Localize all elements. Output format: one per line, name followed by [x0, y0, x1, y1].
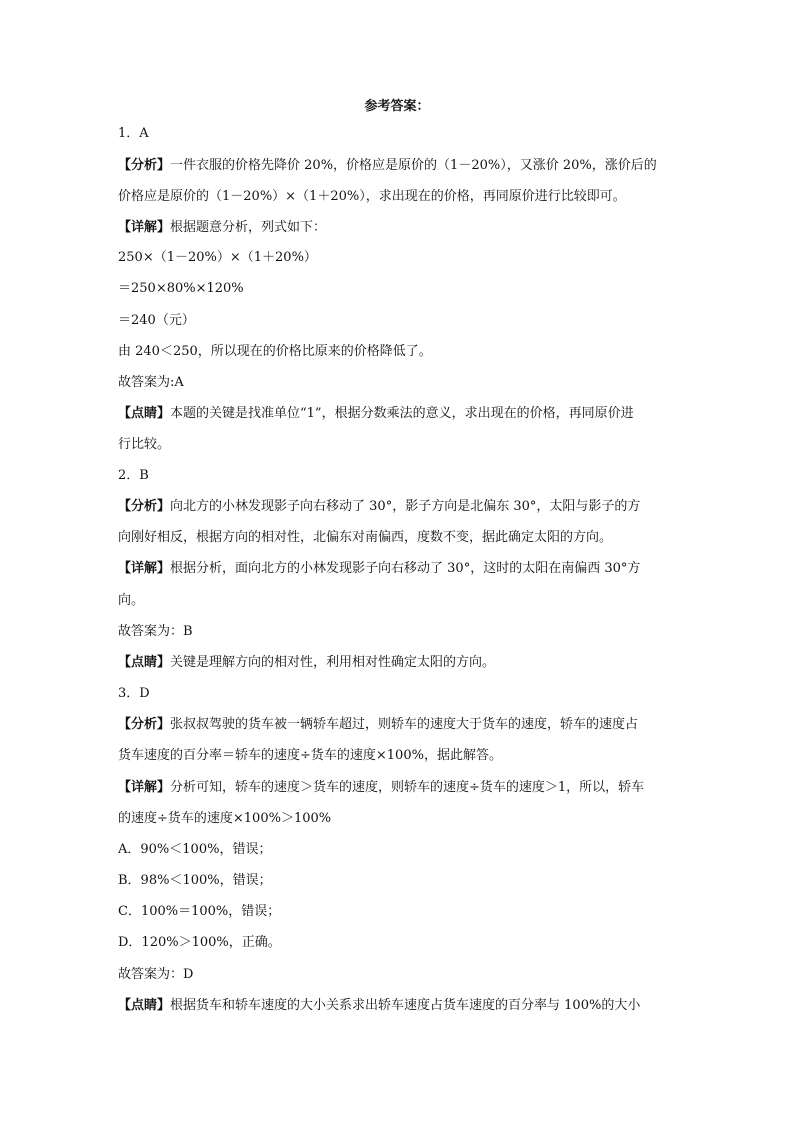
line-text: 2．B: [118, 468, 149, 483]
answer-number-2: [118, 467, 680, 485]
analysis-line: [118, 716, 680, 734]
equation-line: [118, 312, 680, 330]
answer-number-3: [118, 685, 680, 703]
line-tag: 【详解】: [118, 220, 171, 235]
line-text: 价格应是原价的（1－20%）×（1＋20%），求出现在的价格，再同原价进行比较即可。: [118, 189, 626, 204]
line-text: ＝240（元）: [118, 313, 195, 328]
line-tag: 【点睛】: [118, 655, 171, 670]
line-text: 向刚好相反，根据方向的相对性，北偏东对南偏西，度数不变，据此确定太阳的方向。: [118, 530, 613, 545]
analysis-line: [118, 157, 680, 175]
comment-line: [118, 997, 680, 1015]
detail-line: [118, 560, 680, 578]
line-text: 根据货车和轿车速度的大小关系求出轿车速度占货车速度的百分率与 100%的大小: [170, 998, 641, 1013]
line-text: 250×（1－20%）×（1＋20%）: [118, 250, 317, 265]
option-line: [118, 903, 680, 921]
equation-line: [118, 249, 680, 267]
comment-line: [118, 654, 680, 672]
answer-line: [118, 374, 680, 392]
line-tag: 【分析】: [118, 499, 171, 514]
line-text: 向。: [118, 593, 145, 608]
line-text: 故答案为：D: [118, 967, 194, 982]
comment-line: [118, 405, 680, 423]
line-tag: 【分析】: [118, 717, 171, 732]
line-tag: 【详解】: [118, 780, 171, 795]
line-text: 行比较。: [118, 437, 171, 452]
text-line: [118, 188, 680, 206]
line-text: 货车速度的百分率＝轿车的速度÷货车的速度×100%，据此解答。: [118, 748, 502, 763]
option-line: [118, 934, 680, 952]
answer-number-1: [118, 125, 680, 143]
line-tag: 【分析】: [118, 158, 171, 173]
text-line: [118, 810, 680, 828]
line-text: 关键是理解方向的相对性，利用相对性确定太阳的方向。: [170, 655, 496, 670]
detail-line: [118, 219, 680, 237]
line-text: 分析可知，轿车的速度＞货车的速度，则轿车的速度÷货车的速度＞1，所以，轿车: [170, 780, 645, 795]
text-line: [118, 529, 680, 547]
line-text: 张叔叔驾驶的货车被一辆轿车超过，则轿车的速度大于货车的速度，轿车的速度占: [170, 717, 639, 732]
text-line: [118, 343, 680, 361]
answer-line: [118, 966, 680, 984]
line-tag: 【详解】: [118, 561, 171, 576]
text-line: [118, 436, 680, 454]
line-tag: 【点睛】: [118, 406, 171, 421]
line-text: 一件衣服的价格先降价 20%，价格应是原价的（1－20%），又涨价 20%，涨价后的: [170, 158, 657, 173]
line-text: 的速度÷货车的速度×100%＞100%: [118, 811, 332, 826]
text-line: [118, 747, 680, 765]
line-text: 由 240＜250，所以现在的价格比原来的价格降低了。: [118, 344, 432, 359]
line-text: 故答案为：B: [118, 624, 193, 639]
detail-line: [118, 779, 680, 797]
option-line: [118, 841, 680, 859]
line-text: B．98%＜100%，错误；: [118, 873, 272, 888]
line-text: 1．A: [118, 126, 149, 141]
line-text: C．100%＝100%，错误；: [118, 904, 281, 919]
line-text: 根据题意分析，列式如下：: [170, 220, 327, 235]
equation-line: [118, 280, 680, 298]
line-text: 故答案为:A: [118, 375, 184, 390]
line-text: D．120%＞100%，正确。: [118, 935, 281, 950]
text-line: [118, 592, 680, 610]
page-title: 参考答案：: [364, 99, 430, 114]
line-text: 根据分析，面向北方的小林发现影子向右移动了 30°，这时的太阳在南偏西 30°方: [170, 561, 641, 576]
answer-line: [118, 623, 680, 641]
option-line: [118, 872, 680, 890]
line-text: 向北方的小林发现影子向右移动了 30°，影子方向是北偏东 30°，太阳与影子的方: [170, 499, 641, 514]
line-text: A．90%＜100%，错误；: [118, 842, 272, 857]
line-text: ＝250×80%×120%: [118, 281, 244, 296]
line-tag: 【点睛】: [118, 998, 171, 1013]
line-text: 3．D: [118, 686, 150, 701]
line-text: 本题的关键是找准单位“1”，根据分数乘法的意义，求出现在的价格，再同原价进: [170, 406, 634, 421]
analysis-line: [118, 498, 680, 516]
